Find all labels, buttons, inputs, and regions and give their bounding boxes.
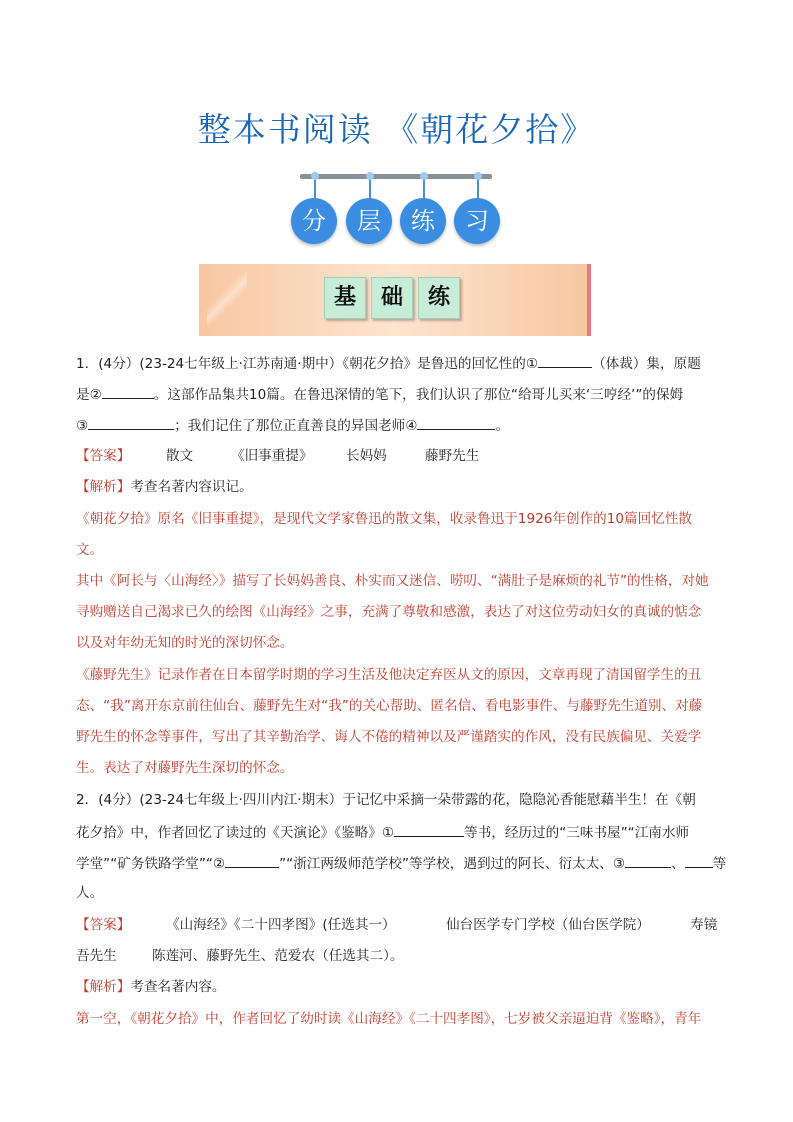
layer-circle-2: 层 — [346, 198, 392, 244]
q1-p2-line: 寻购赠送自己渴求已久的绘图《山海经》之事，充满了尊敬和感激，表达了对这位劳动妇女的真诚的惦念 — [76, 604, 702, 620]
q1-text: ；我们记住了那位正直善良的异国老师④ — [174, 418, 418, 434]
q2-blank-4[interactable] — [685, 853, 713, 868]
decor-bar — [300, 174, 492, 179]
q1-p3-line: 态、“我”离开东京前往仙台、藤野先生对“我”的关心帮助、匿名信、看电影事件、与藤野先生道别、对藤 — [76, 698, 703, 714]
decor-pin — [423, 176, 425, 200]
q1-blank-3[interactable] — [88, 415, 174, 430]
q2-answer-2: 仙台医学专门学校（仙台医学院） — [446, 917, 650, 933]
q1-p3-line: 《藤野先生》记录作者在日本留学时期的学习生活及他决定弃医从文的原因，文章再现了清国留学生的丑 — [76, 667, 702, 683]
q1-stem: 1．(4分）(23-24七年级上·江苏南通·期中）《朝花夕拾》是鲁迅的回忆性的① — [76, 356, 539, 372]
q1-answer-1: 散文 — [166, 448, 194, 464]
page-title: 整本书阅读 《朝花夕拾》 — [197, 110, 596, 149]
decor-pin — [477, 176, 479, 200]
q2-answer-4: 陈莲河、藤野先生、范爱农（任选其二）。 — [152, 948, 404, 964]
q1-p3-line: 野先生的怀念等事件，写出了其辛勤治学、诲人不倦的精神以及严谨踏实的作风，没有民族偏见、关爱学 — [76, 729, 702, 745]
q2-analysis-tag: 【解析】 — [76, 979, 131, 995]
q2-text: 等 — [712, 856, 727, 872]
q1-blank-1[interactable] — [538, 353, 592, 368]
q2-text: 花夕拾》中，作者回忆了读过的《天演论》《鉴略》① — [76, 825, 395, 841]
q2-blank-3[interactable] — [625, 853, 671, 868]
decor-pin — [314, 176, 316, 200]
q2-answer-3a: 寿镜 — [690, 917, 718, 933]
q2-line-1: 2．(4分）(23-24七年级上·四川内江·期末）于记忆中采摘一朵带露的花，隐隐沁香能慰藉半生！在《朝 — [76, 792, 696, 808]
section-banner — [199, 264, 591, 336]
q1-answer-3: 长妈妈 — [346, 448, 387, 464]
q2-analysis — [76, 978, 721, 996]
q1-analysis-tag: 【解析】 — [76, 479, 131, 495]
q1-p2-line: 其中《阿长与〈山海经〉》描写了长妈妈善良、朴实而又迷信、唠叨、“满肚子是麻烦的礼节”的性格，对她 — [76, 573, 709, 589]
q1-answer-tag: 【答案】 — [76, 448, 131, 464]
q1-text: 。 — [495, 418, 510, 434]
q2-text: ”“浙江两级师范学校”等学校，遇到过的阿长、衍太太、③ — [279, 856, 626, 872]
q2-text: 学堂”“矿务铁路学堂”“② — [76, 856, 226, 872]
banner-shine — [207, 264, 247, 334]
q2-line-2 — [76, 822, 721, 842]
q1-analysis — [76, 478, 721, 496]
q1-p3-line: 生。表达了对藤野先生深切的怀念。 — [76, 760, 294, 776]
section-tile-2: 础 — [371, 277, 413, 319]
layer-circle-4: 习 — [454, 198, 500, 244]
q1-blank-2[interactable] — [102, 384, 154, 399]
section-tile-3: 练 — [418, 277, 460, 319]
layer-circle-1: 分 — [291, 198, 337, 244]
decor-pin — [369, 176, 371, 200]
q2-text: 、 — [671, 856, 685, 872]
q1-answer-2: 《旧事重提》 — [231, 448, 313, 464]
q2-line-4: 人。 — [76, 885, 104, 901]
q1-p1-line: 文。 — [76, 542, 104, 558]
section-tile-1: 基 — [324, 277, 366, 319]
q2-answer-tag: 【答案】 — [76, 917, 131, 933]
q1-line-3 — [76, 415, 721, 435]
q1-p1-line: 《朝花夕拾》原名《旧事重提》，是现代文学家鲁迅的散文集，收录鲁迅于1926年创作的10篇回忆性散 — [76, 511, 693, 527]
q1-text: 是② — [76, 387, 102, 403]
q2-line-3 — [76, 853, 727, 873]
q1-blank-4[interactable] — [417, 415, 495, 430]
q1-line-2 — [76, 384, 721, 404]
q2-answer-1: 《山海经》《二十四孝图》(任选其一） — [166, 917, 396, 933]
q1-answer-4: 藤野先生 — [425, 448, 480, 464]
q2-analysis-line: 第一空，《朝花夕拾》中，作者回忆了幼时读《山海经》《二十四孝图》，七岁被父亲逼迫背《鉴略》，青年 — [76, 1011, 702, 1027]
q2-answer-3b: 吾先生 — [76, 948, 117, 964]
q1-text: 。这部作品集共10篇。在鲁迅深情的笔下，我们认识了那位“给哥儿买来‘三哼经’”的保姆 — [153, 387, 684, 403]
q1-line-1 — [76, 353, 721, 373]
q1-stem-cont: （体裁）集，原题 — [592, 356, 701, 372]
q2-text: 等书，经历过的“三味书屋”“江南水师 — [464, 825, 690, 841]
q2-analysis-head: 考查名著内容。 — [130, 979, 226, 995]
q2-blank-2[interactable] — [225, 853, 279, 868]
q2-blank-1[interactable] — [394, 822, 464, 837]
layer-circle-3: 练 — [400, 198, 446, 244]
q1-text: ③ — [76, 418, 89, 434]
q1-analysis-head: 考查名著内容识记。 — [130, 479, 253, 495]
q1-p2-line: 以及对年幼无知的时光的深切怀念。 — [76, 635, 294, 651]
